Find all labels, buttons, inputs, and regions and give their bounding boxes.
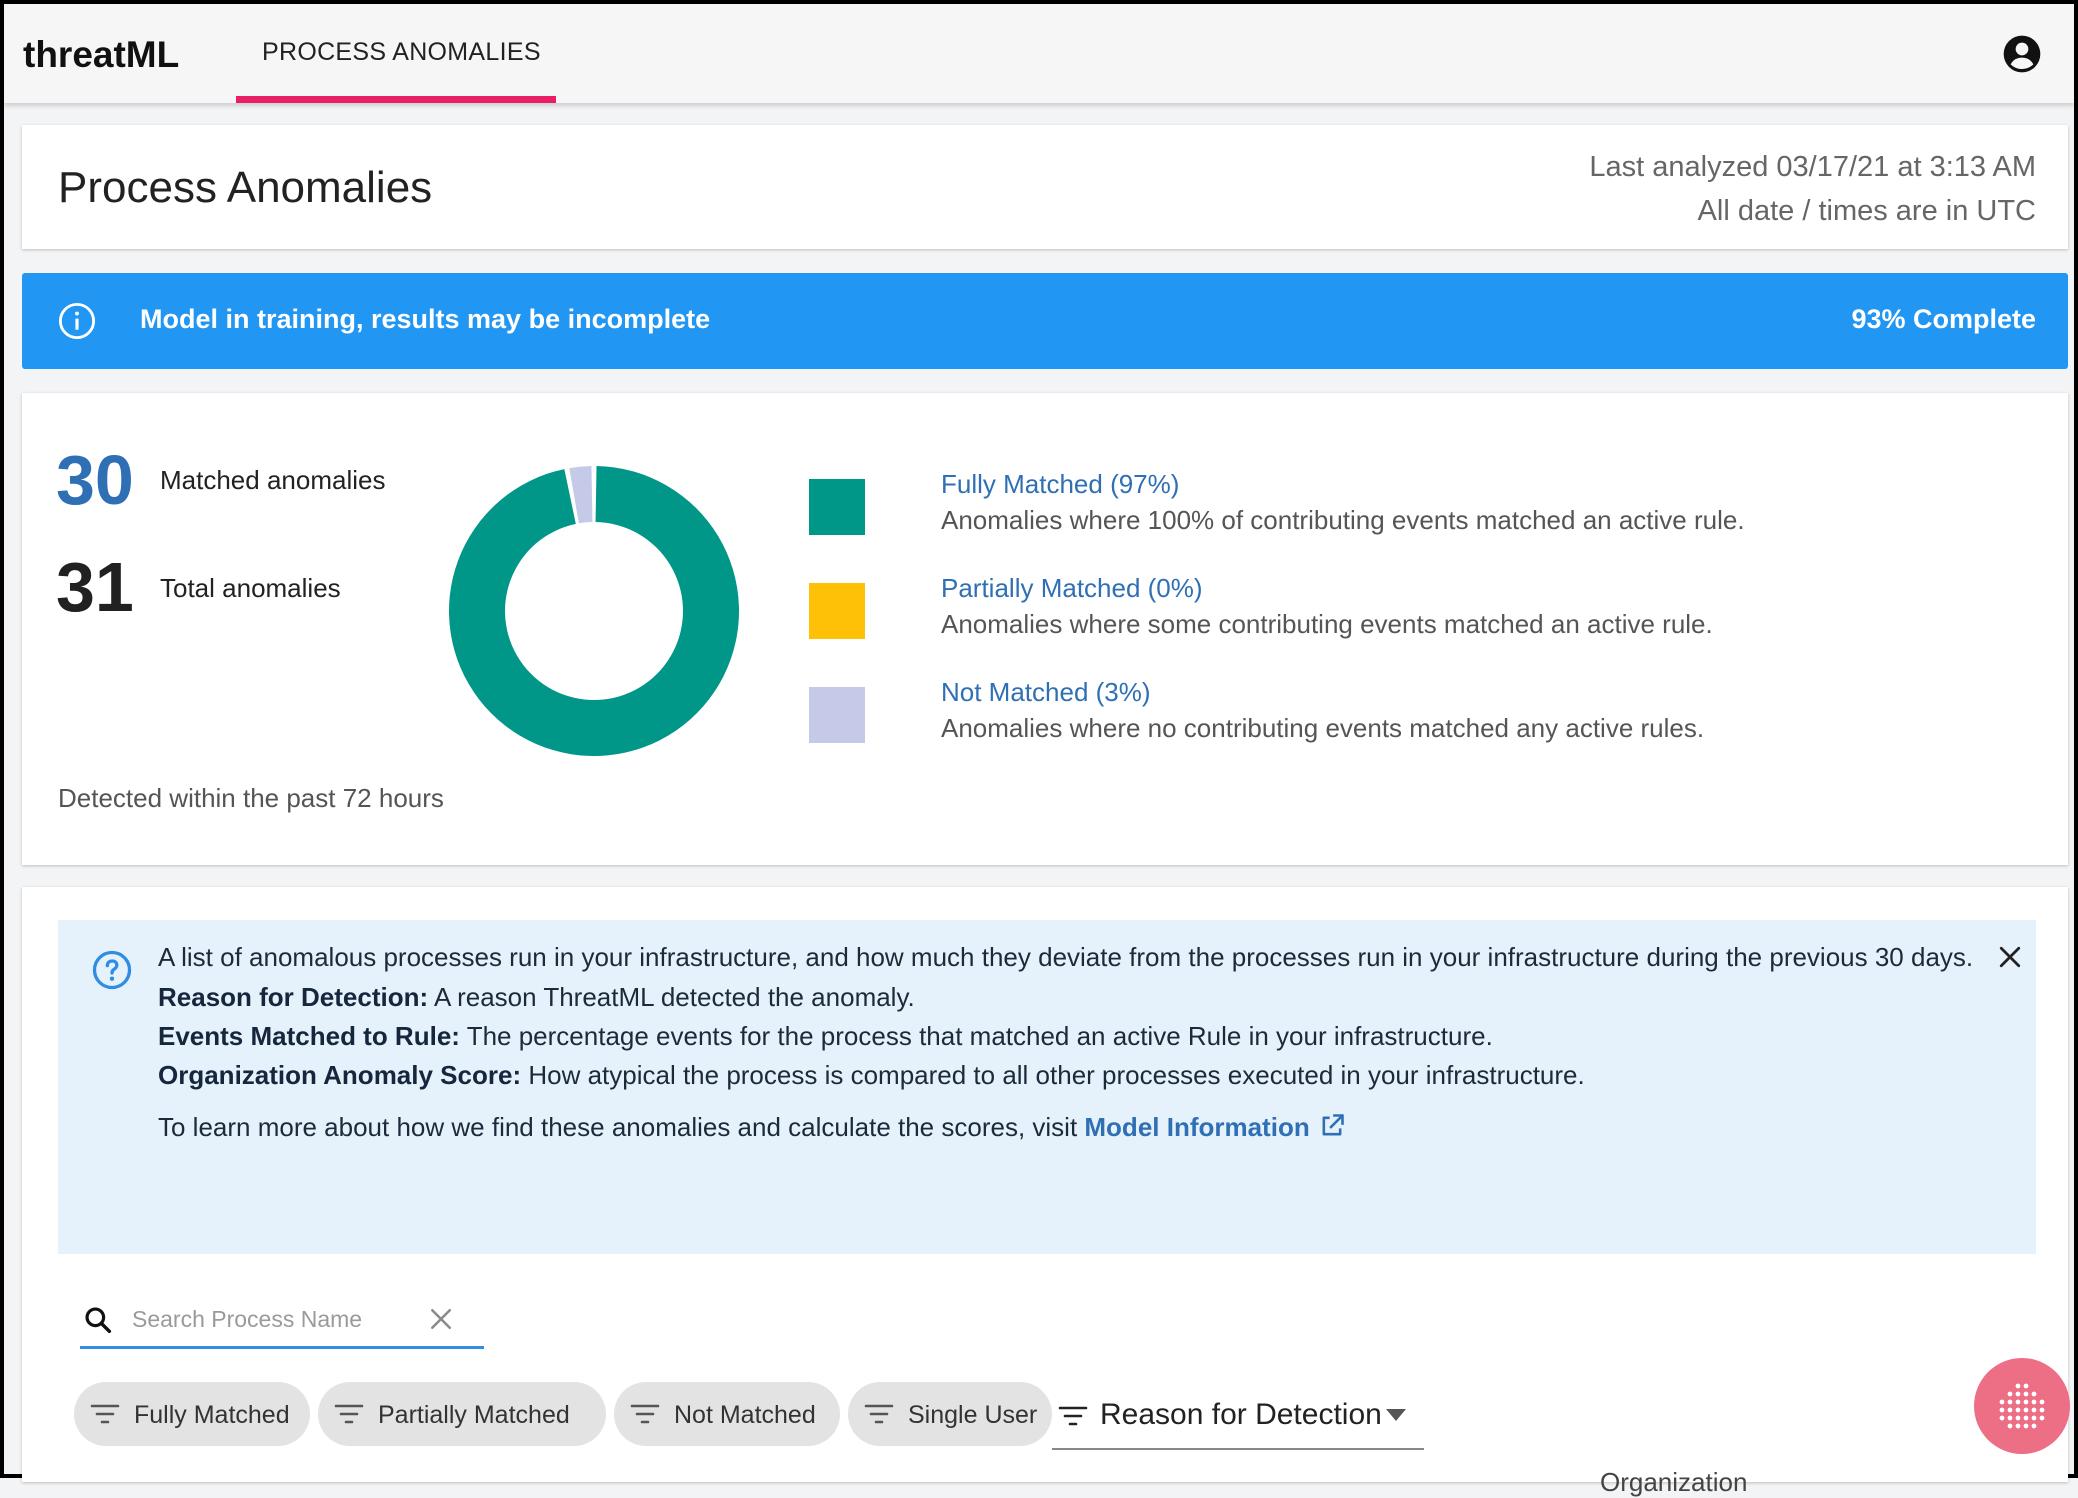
bubble-dot	[2016, 1400, 2021, 1405]
filter-chip-not-matched[interactable]	[614, 1382, 840, 1446]
bubble-dot	[2032, 1392, 2037, 1397]
bubble-dot	[2008, 1392, 2013, 1397]
legend-swatch	[809, 479, 865, 535]
anomaly-list-card	[22, 887, 2068, 1497]
legend-description: Anomalies where no contributing events matched any active rules.	[941, 713, 1705, 743]
active-tab-indicator	[236, 96, 556, 103]
filter-icon	[864, 1402, 894, 1426]
filter-icon	[90, 1402, 120, 1426]
help-info-box	[58, 920, 2036, 1254]
legend-item-not-matched[interactable]	[809, 677, 2049, 757]
table-column-header-partial[interactable]: Organization	[1600, 1467, 1748, 1497]
bubble-dot	[2016, 1416, 2021, 1421]
info-learn-more	[158, 1112, 1346, 1143]
tab-label: PROCESS ANOMALIES	[262, 38, 541, 66]
page-header-card	[22, 125, 2068, 249]
matched-anomalies-count: 30	[56, 441, 134, 519]
info-events-definition	[158, 1021, 1493, 1052]
filter-chip-partially-matched[interactable]	[318, 1382, 606, 1446]
legend-title: Fully Matched (97%)	[941, 469, 1180, 499]
training-progress-label: 93% Complete	[1851, 304, 2036, 334]
learn-more-text: To learn more about how we find these anomalies and calculate the scores, visit	[158, 1112, 1085, 1142]
legend-swatch	[809, 583, 865, 639]
bubble-dot	[2016, 1392, 2021, 1397]
legend-title: Partially Matched (0%)	[941, 573, 1203, 603]
bubble-dot	[2024, 1408, 2029, 1413]
legend-item-fully-matched[interactable]	[809, 469, 2049, 549]
top-app-bar	[4, 4, 2074, 103]
bubble-dot	[2000, 1416, 2005, 1421]
filter-icon	[1058, 1404, 1088, 1428]
info-score-definition	[158, 1060, 1585, 1091]
filter-icon	[630, 1402, 660, 1426]
bubble-dot	[2040, 1416, 2045, 1421]
model-information-link[interactable]: Model Information	[1084, 1112, 1310, 1142]
detection-window-note: Detected within the past 72 hours	[58, 783, 444, 813]
training-status-banner	[22, 273, 2068, 369]
matched-anomalies-label: Matched anomalies	[160, 465, 386, 495]
bubble-dot	[2032, 1400, 2037, 1405]
filter-chip-single-user[interactable]	[848, 1382, 1052, 1446]
search-icon	[82, 1304, 114, 1336]
bubble-dot	[2032, 1416, 2037, 1421]
info-icon	[58, 302, 96, 340]
bubble-dot	[2040, 1400, 2045, 1405]
bubble-dot	[2000, 1408, 2005, 1413]
legend-description: Anomalies where 100% of contributing events matched an active rule.	[941, 505, 1745, 535]
filter-icon	[334, 1402, 364, 1426]
banner-message: Model in training, results may be incomplete	[140, 304, 711, 334]
bubble-dot	[2024, 1392, 2029, 1397]
info-intro: A list of anomalous processes run in your infrastructure, and how much they deviate from the processes run in your infrastructure during the previous 30 days.	[158, 942, 1974, 972]
bubble-dot	[2016, 1408, 2021, 1413]
filter-chip-label: Single User	[908, 1401, 1038, 1429]
external-link-icon[interactable]	[1318, 1112, 1346, 1140]
process-search	[80, 1292, 484, 1349]
bubble-dot	[2016, 1424, 2021, 1429]
info-term: Events Matched to Rule:	[158, 1021, 460, 1051]
clear-search-icon[interactable]	[426, 1304, 456, 1334]
info-definition: A reason ThreatML detected the anomaly.	[428, 982, 915, 1012]
match-breakdown-donut-chart	[448, 465, 740, 757]
bubble-dot	[2024, 1424, 2029, 1429]
select-label: Reason for Detection	[1100, 1398, 1382, 1431]
dropdown-arrow-icon	[1386, 1409, 1406, 1421]
last-analyzed-info	[1589, 145, 2036, 233]
bubble-dot	[2008, 1424, 2013, 1429]
help-question-icon	[92, 950, 132, 990]
filter-chip-label: Not Matched	[674, 1401, 816, 1429]
timezone-note: All date / times are in UTC	[1697, 195, 2036, 227]
info-definition: The percentage events for the process that matched an active Rule in your infrastructure.	[459, 1021, 1493, 1051]
filter-chip-label: Fully Matched	[134, 1401, 290, 1429]
tab-process-anomalies[interactable]	[236, 4, 556, 103]
search-process-name-input[interactable]	[130, 1298, 394, 1340]
brand-logo[interactable]: threatML	[23, 34, 180, 75]
info-definition: How atypical the process is compared to all other processes executed in your infrastructure.	[521, 1060, 1585, 1090]
legend-title: Not Matched (3%)	[941, 677, 1151, 707]
close-icon[interactable]	[1995, 942, 2025, 972]
total-anomalies-count: 31	[56, 548, 134, 626]
total-anomalies-label: Total anomalies	[160, 573, 341, 603]
bubble-dot	[2032, 1424, 2037, 1429]
anomaly-summary-card	[22, 393, 2068, 865]
last-analyzed-text: Last analyzed 03/17/21 at 3:13 AM	[1589, 151, 2036, 183]
donut-slice-fully-matched	[449, 466, 739, 756]
info-term: Organization Anomaly Score:	[158, 1060, 522, 1090]
page-title: Process Anomalies	[58, 163, 433, 212]
account-circle-icon[interactable]	[2002, 34, 2042, 74]
bubble-dot	[2008, 1408, 2013, 1413]
reason-for-detection-select[interactable]	[1052, 1382, 1424, 1450]
chat-help-icon[interactable]	[1972, 1356, 2072, 1456]
bubble-dot	[2016, 1384, 2021, 1389]
bubble-dot	[2032, 1408, 2037, 1413]
bubble-dot	[2008, 1416, 2013, 1421]
bubble-dot	[2008, 1400, 2013, 1405]
bubble-dot	[2024, 1400, 2029, 1405]
legend-swatch	[809, 687, 865, 743]
bubble-dot	[2024, 1416, 2029, 1421]
filter-chip-fully-matched[interactable]	[74, 1382, 310, 1446]
filter-chip-label: Partially Matched	[378, 1401, 570, 1429]
legend-item-partially-matched[interactable]	[809, 573, 2049, 653]
info-reason-definition	[158, 982, 915, 1013]
bubble-dot	[2040, 1408, 2045, 1413]
legend-description: Anomalies where some contributing events matched an active rule.	[941, 609, 1713, 639]
bubble-dot	[2000, 1400, 2005, 1405]
info-term: Reason for Detection:	[158, 982, 429, 1012]
bubble-dot	[2024, 1384, 2029, 1389]
